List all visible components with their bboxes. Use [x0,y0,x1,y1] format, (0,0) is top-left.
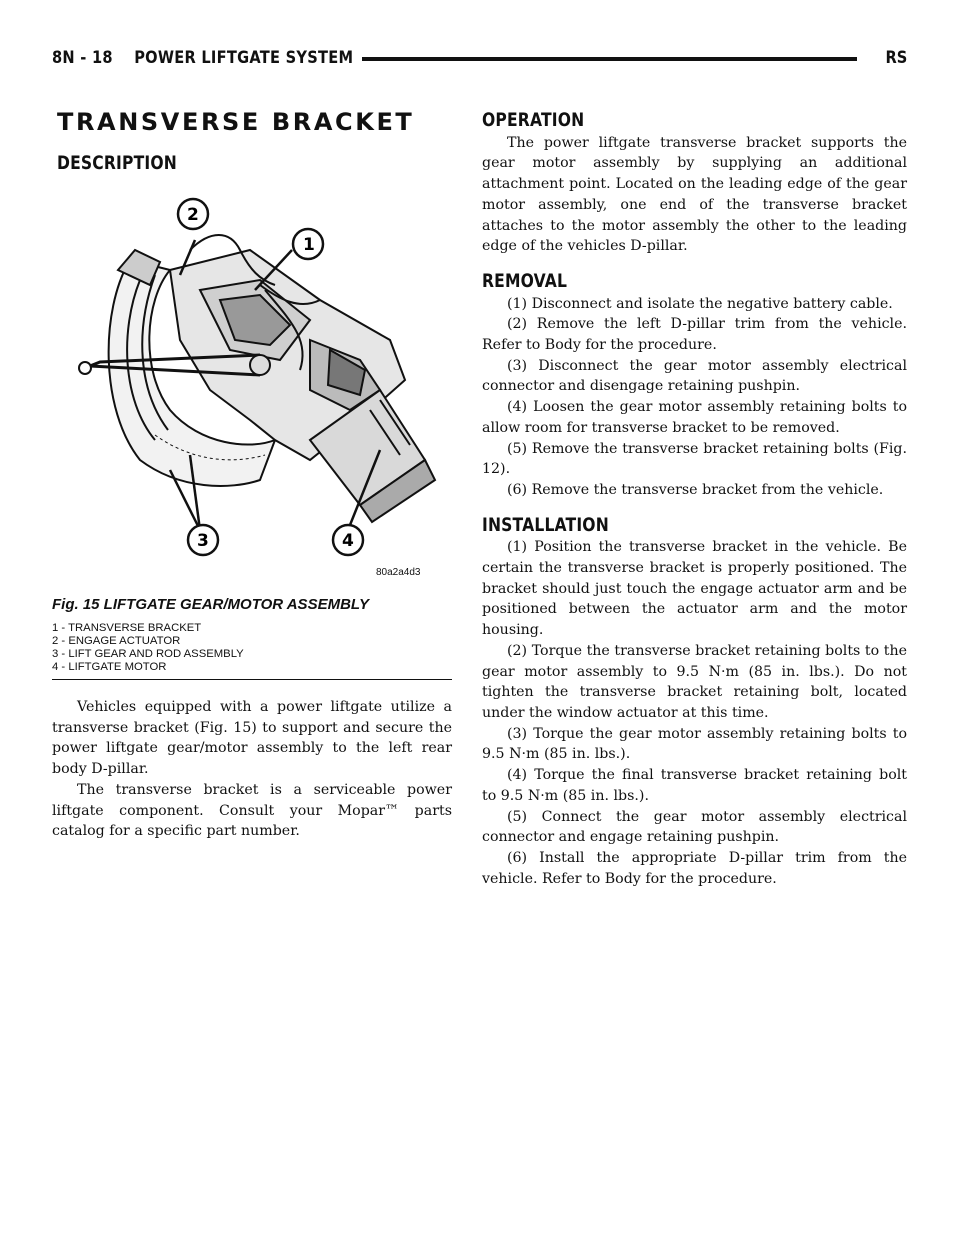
removal-step: (1) Disconnect and isolate the negative battery cable. [507,295,893,312]
operation-heading: OPERATION [482,109,585,131]
installation-step: (1) Position the transverse bracket in the vehicle. Be certain the transverse bracket is properly positioned. The bracket should just touch the engage actuator arm and be positioned between the actuator arm and the motor housing. [482,539,907,639]
page-number: 8N - 18 [52,48,113,68]
header-rule [362,57,857,61]
legend-item: 1 - TRANSVERSE BRACKET [52,622,202,634]
description-heading-wrap [57,153,457,174]
operation-paragraph: The power liftgate transverse bracket supports the gear motor assembly by supplying an additional attachment point. Located on the leading edge of the gear motor assembly, one end of the transverse bracket attaches to the motor assembly the other to the leading edge of the vehicles D-pillar. [482,134,907,255]
figure-id-code: 80a2a4d3 [376,567,421,578]
model-code: RS [885,48,907,68]
page-header [52,48,907,74]
callout-1: 1 [303,235,315,255]
description-heading: DESCRIPTION [57,152,177,174]
description-body [52,697,452,842]
callout-2: 2 [187,205,199,225]
callout-4: 4 [342,531,354,551]
installation-step: (5) Connect the gear motor assembly electrical connector and engage retaining pushpin. [482,808,907,846]
legend-divider [52,679,452,680]
installation-step: (4) Torque the final transverse bracket retaining bolt to 9.5 N·m (85 in. lbs.). [482,767,907,804]
removal-step: (5) Remove the transverse bracket retaining bolts (Fig. 12). [482,440,907,478]
legend-item: 2 - ENGAGE ACTUATOR [52,635,181,647]
installation-step: (6) Install the appropriate D-pillar trim from the vehicle. Refer to Body for the procedure. [482,849,907,887]
figure-legend [52,622,244,674]
gear-motor-illustration [60,190,480,590]
legend-item: 4 - LIFTGATE MOTOR [52,661,167,673]
left-headings [57,108,457,136]
right-column [482,110,907,889]
figure-caption: Fig. 15 LIFTGATE GEAR/MOTOR ASSEMBLY [52,596,369,613]
installation-step: (3) Torque the gear motor assembly retaining bolts to 9.5 N·m (85 in. lbs.). [482,725,907,763]
legend-item: 3 - LIFT GEAR AND ROD ASSEMBLY [52,648,244,660]
page-title: TRANSVERSE BRACKET [57,108,415,136]
installation-step: (2) Torque the transverse bracket retaining bolts to the gear motor assembly to 9.5 N·m (85 in. lbs.). Do not tighten the transverse bracket retaining bolt, located under the window actuator at this time. [482,642,907,721]
removal-step: (3) Disconnect the gear motor assembly electrical connector and disengage retaining pushpin. [482,357,907,395]
removal-heading: REMOVAL [482,269,568,292]
header-title [52,48,353,68]
removal-step: (2) Remove the left D-pillar trim from the vehicle. Refer to Body for the procedure. [482,316,907,354]
description-paragraph: Vehicles equipped with a power liftgate utilize a transverse bracket (Fig. 15) to support and secure the power liftgate gear/motor assembly to the left rear body D-pillar. [52,699,452,778]
section-title: POWER LIFTGATE SYSTEM [134,48,354,68]
installation-heading: INSTALLATION [482,513,609,536]
callout-3: 3 [197,531,209,551]
removal-step: (4) Loosen the gear motor assembly retaining bolts to allow room for transverse bracket to be removed. [482,399,907,436]
description-paragraph: The transverse bracket is a serviceable power liftgate component. Consult your Mopar™ parts catalog for a specific part number. [52,781,452,840]
removal-step: (6) Remove the transverse bracket from the vehicle. [507,481,884,498]
